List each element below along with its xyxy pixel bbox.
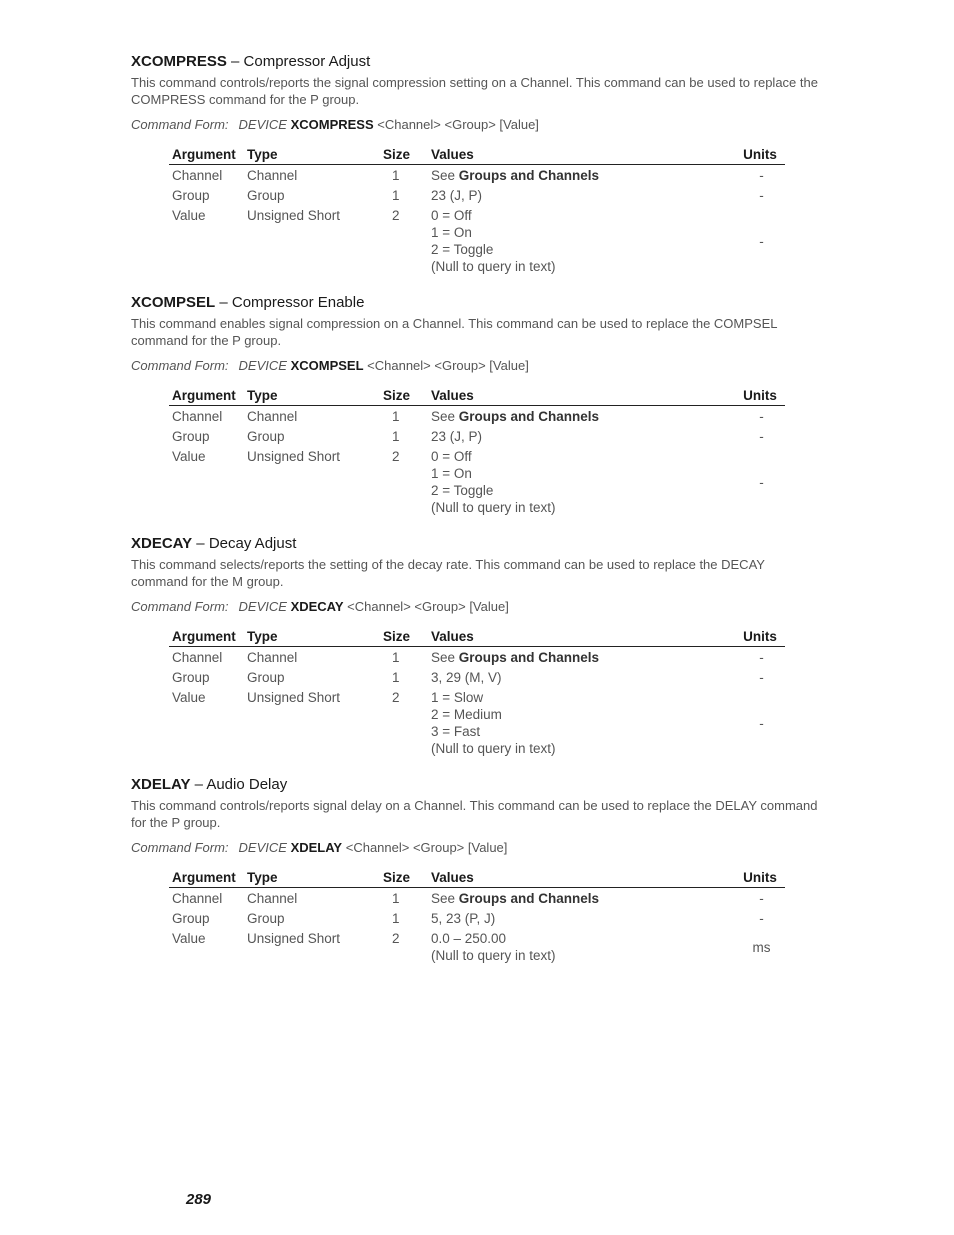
section-description: This command controls/reports the signal compression setting on a Channel. This command can be used to replace the COMPRESS command for the P group. bbox=[131, 75, 818, 107]
cell-units: - bbox=[759, 474, 764, 490]
header-units: Units bbox=[735, 869, 785, 888]
value-line: 2 = Medium bbox=[431, 707, 502, 722]
cell-units: - bbox=[759, 670, 764, 685]
cell-units: - bbox=[759, 233, 764, 249]
command-form-device: DEVICE bbox=[238, 840, 287, 855]
cell-size: 1 bbox=[392, 670, 400, 685]
header-argument: Argument bbox=[169, 387, 244, 406]
section-heading bbox=[131, 293, 821, 313]
header-type: Type bbox=[244, 869, 380, 888]
section-heading bbox=[131, 52, 821, 72]
see-prefix: See bbox=[431, 168, 456, 183]
table-row bbox=[169, 687, 785, 758]
value-line: 23 (J, P) bbox=[431, 429, 483, 444]
cell-size: 1 bbox=[392, 911, 400, 926]
cell-units: - bbox=[759, 188, 764, 203]
value-line: (Null to query in text) bbox=[431, 259, 556, 274]
cell-units: - bbox=[759, 715, 764, 731]
cell-argument: Value bbox=[172, 449, 206, 464]
section-heading bbox=[131, 775, 821, 795]
table-header-row bbox=[169, 869, 785, 888]
cell-argument: Value bbox=[172, 690, 206, 705]
cell-type: Unsigned Short bbox=[247, 449, 341, 464]
command-form-label: Command Form: bbox=[131, 840, 229, 855]
cell-units: - bbox=[759, 891, 764, 906]
cell-type: Group bbox=[247, 188, 285, 203]
cell-argument: Value bbox=[172, 931, 206, 946]
cell-type: Group bbox=[247, 670, 285, 685]
see-reference: Groups and Channels bbox=[458, 409, 600, 424]
table-row bbox=[169, 165, 785, 186]
header-values: Values bbox=[428, 869, 735, 888]
command-form-label: Command Form: bbox=[131, 117, 229, 132]
value-line: (Null to query in text) bbox=[431, 500, 556, 515]
cell-type: Unsigned Short bbox=[247, 931, 341, 946]
table-row bbox=[169, 647, 785, 668]
command-form-args: <Channel> <Group> [Value] bbox=[345, 840, 508, 855]
cell-type: Group bbox=[247, 911, 285, 926]
header-size: Size bbox=[380, 869, 428, 888]
cell-argument: Group bbox=[172, 911, 210, 926]
cell-values bbox=[428, 205, 735, 276]
title-separator: – bbox=[226, 53, 244, 70]
section-xdelay bbox=[131, 775, 821, 1016]
cell-values bbox=[428, 165, 735, 186]
section-description: This command selects/reports the setting of the decay rate. This command can be used to replace the DECAY command for the M group. bbox=[131, 557, 765, 589]
command-form-device: DEVICE bbox=[238, 358, 287, 373]
command-title: Compressor Adjust bbox=[243, 53, 371, 70]
cell-type: Channel bbox=[247, 409, 298, 424]
command-form bbox=[131, 116, 821, 133]
command-form-cmd: XDELAY bbox=[290, 840, 343, 855]
cell-size: 1 bbox=[392, 429, 400, 444]
see-prefix: See bbox=[431, 409, 456, 424]
value-line: 3, 29 (M, V) bbox=[431, 670, 502, 685]
value-line: 2 = Toggle bbox=[431, 242, 494, 257]
cell-argument: Channel bbox=[172, 168, 223, 183]
command-form-cmd: XCOMPRESS bbox=[290, 117, 374, 132]
cell-argument: Channel bbox=[172, 891, 223, 906]
command-form-args: <Channel> <Group> [Value] bbox=[347, 599, 509, 614]
command-form-device: DEVICE bbox=[238, 599, 287, 614]
table-header-row bbox=[169, 146, 785, 165]
header-type: Type bbox=[244, 387, 380, 406]
section-xcompress bbox=[131, 52, 821, 293]
cell-argument: Group bbox=[172, 188, 210, 203]
header-values: Values bbox=[428, 146, 735, 165]
value-line: 0.0 – 250.00 bbox=[431, 931, 507, 946]
cell-type: Unsigned Short bbox=[247, 690, 341, 705]
title-separator: – bbox=[190, 776, 207, 793]
value-line: 0 = Off bbox=[431, 449, 472, 464]
section-description: This command enables signal compression on a Channel. This command can be used to replace the COMPSEL command for the P group. bbox=[131, 316, 778, 348]
command-title: Compressor Enable bbox=[231, 294, 365, 311]
value-line: (Null to query in text) bbox=[431, 741, 556, 756]
see-reference: Groups and Channels bbox=[458, 891, 600, 906]
table-row bbox=[169, 667, 785, 687]
header-values: Values bbox=[428, 387, 735, 406]
cell-values bbox=[428, 406, 735, 427]
table-row bbox=[169, 406, 785, 427]
cell-argument: Channel bbox=[172, 409, 223, 424]
command-form-args: <Channel> <Group> [Value] bbox=[367, 358, 529, 373]
command-form-cmd: XCOMPSEL bbox=[290, 358, 364, 373]
value-line: 5, 23 (P, J) bbox=[431, 911, 496, 926]
header-size: Size bbox=[380, 387, 428, 406]
page-number: 289 bbox=[186, 1191, 212, 1208]
table-header-row bbox=[169, 387, 785, 406]
command-form-label: Command Form: bbox=[131, 599, 229, 614]
table-row bbox=[169, 426, 785, 446]
value-line: 0 = Off bbox=[431, 208, 472, 223]
table-row bbox=[169, 205, 785, 276]
cell-argument: Group bbox=[172, 429, 210, 444]
command-name: XCOMPSEL bbox=[131, 294, 216, 311]
value-line: 23 (J, P) bbox=[431, 188, 483, 203]
cell-values bbox=[428, 888, 735, 909]
cell-argument: Channel bbox=[172, 650, 223, 665]
cell-size: 2 bbox=[392, 690, 400, 705]
cell-size: 2 bbox=[392, 208, 400, 223]
command-name: XDELAY bbox=[131, 776, 191, 793]
cell-size: 2 bbox=[392, 931, 400, 946]
see-reference: Groups and Channels bbox=[458, 168, 600, 183]
value-line: 1 = On bbox=[431, 225, 472, 240]
value-line: 1 = Slow bbox=[431, 690, 484, 705]
command-title: Decay Adjust bbox=[208, 535, 297, 552]
cell-argument: Value bbox=[172, 208, 206, 223]
cell-type: Unsigned Short bbox=[247, 208, 341, 223]
see-prefix: See bbox=[431, 891, 456, 906]
cell-size: 2 bbox=[392, 449, 400, 464]
cell-size: 1 bbox=[392, 891, 400, 906]
cell-values bbox=[428, 446, 735, 517]
cell-type: Channel bbox=[247, 891, 298, 906]
table-row bbox=[169, 446, 785, 517]
header-units: Units bbox=[735, 387, 785, 406]
cell-type: Channel bbox=[247, 168, 298, 183]
cell-type: Group bbox=[247, 429, 285, 444]
section-description: This command controls/reports signal delay on a Channel. This command can be used to replace the DELAY command for the P group. bbox=[131, 798, 818, 830]
arguments-table bbox=[169, 628, 785, 758]
header-type: Type bbox=[244, 146, 380, 165]
header-argument: Argument bbox=[169, 628, 244, 647]
cell-units: ms bbox=[752, 939, 771, 955]
header-size: Size bbox=[380, 628, 428, 647]
header-type: Type bbox=[244, 628, 380, 647]
command-form bbox=[131, 839, 821, 856]
value-line: 2 = Toggle bbox=[431, 483, 494, 498]
cell-type: Channel bbox=[247, 650, 298, 665]
header-units: Units bbox=[735, 146, 785, 165]
cell-size: 1 bbox=[392, 650, 400, 665]
cell-values bbox=[428, 667, 735, 687]
table-row bbox=[169, 888, 785, 909]
section-heading bbox=[131, 534, 821, 554]
cell-units: - bbox=[759, 409, 764, 424]
table-row bbox=[169, 185, 785, 205]
cell-values bbox=[428, 185, 735, 205]
document-body bbox=[131, 52, 821, 1016]
value-line: 1 = On bbox=[431, 466, 472, 481]
cell-values bbox=[428, 647, 735, 668]
cell-values bbox=[428, 426, 735, 446]
title-separator: – bbox=[215, 294, 232, 311]
command-form-label: Command Form: bbox=[131, 358, 229, 373]
header-argument: Argument bbox=[169, 869, 244, 888]
cell-size: 1 bbox=[392, 188, 400, 203]
see-reference: Groups and Channels bbox=[458, 650, 600, 665]
header-values: Values bbox=[428, 628, 735, 647]
cell-values bbox=[428, 687, 735, 758]
cell-units: - bbox=[759, 168, 764, 183]
table-row bbox=[169, 928, 785, 965]
cell-size: 1 bbox=[392, 168, 400, 183]
cell-values bbox=[428, 908, 735, 928]
command-form-args: <Channel> <Group> [Value] bbox=[377, 117, 539, 132]
header-size: Size bbox=[380, 146, 428, 165]
section-xdecay bbox=[131, 534, 821, 775]
command-form bbox=[131, 357, 821, 374]
header-argument: Argument bbox=[169, 146, 244, 165]
command-name: XCOMPRESS bbox=[131, 53, 227, 70]
command-name: XDECAY bbox=[131, 535, 193, 552]
cell-size: 1 bbox=[392, 409, 400, 424]
cell-argument: Group bbox=[172, 670, 210, 685]
cell-values bbox=[428, 928, 735, 965]
cell-units: - bbox=[759, 911, 764, 926]
see-prefix: See bbox=[431, 650, 456, 665]
arguments-table bbox=[169, 387, 785, 517]
table-header-row bbox=[169, 628, 785, 647]
arguments-table bbox=[169, 869, 785, 965]
arguments-table bbox=[169, 146, 785, 276]
title-separator: – bbox=[192, 535, 209, 552]
command-form-device: DEVICE bbox=[238, 117, 287, 132]
cell-units: - bbox=[759, 650, 764, 665]
table-row bbox=[169, 908, 785, 928]
header-units: Units bbox=[735, 628, 785, 647]
value-line: 3 = Fast bbox=[431, 724, 481, 739]
value-line: (Null to query in text) bbox=[431, 948, 556, 963]
command-title: Audio Delay bbox=[206, 776, 288, 793]
section-xcompsel bbox=[131, 293, 821, 534]
command-form-cmd: XDECAY bbox=[290, 599, 344, 614]
command-form bbox=[131, 598, 821, 615]
cell-units: - bbox=[759, 429, 764, 444]
